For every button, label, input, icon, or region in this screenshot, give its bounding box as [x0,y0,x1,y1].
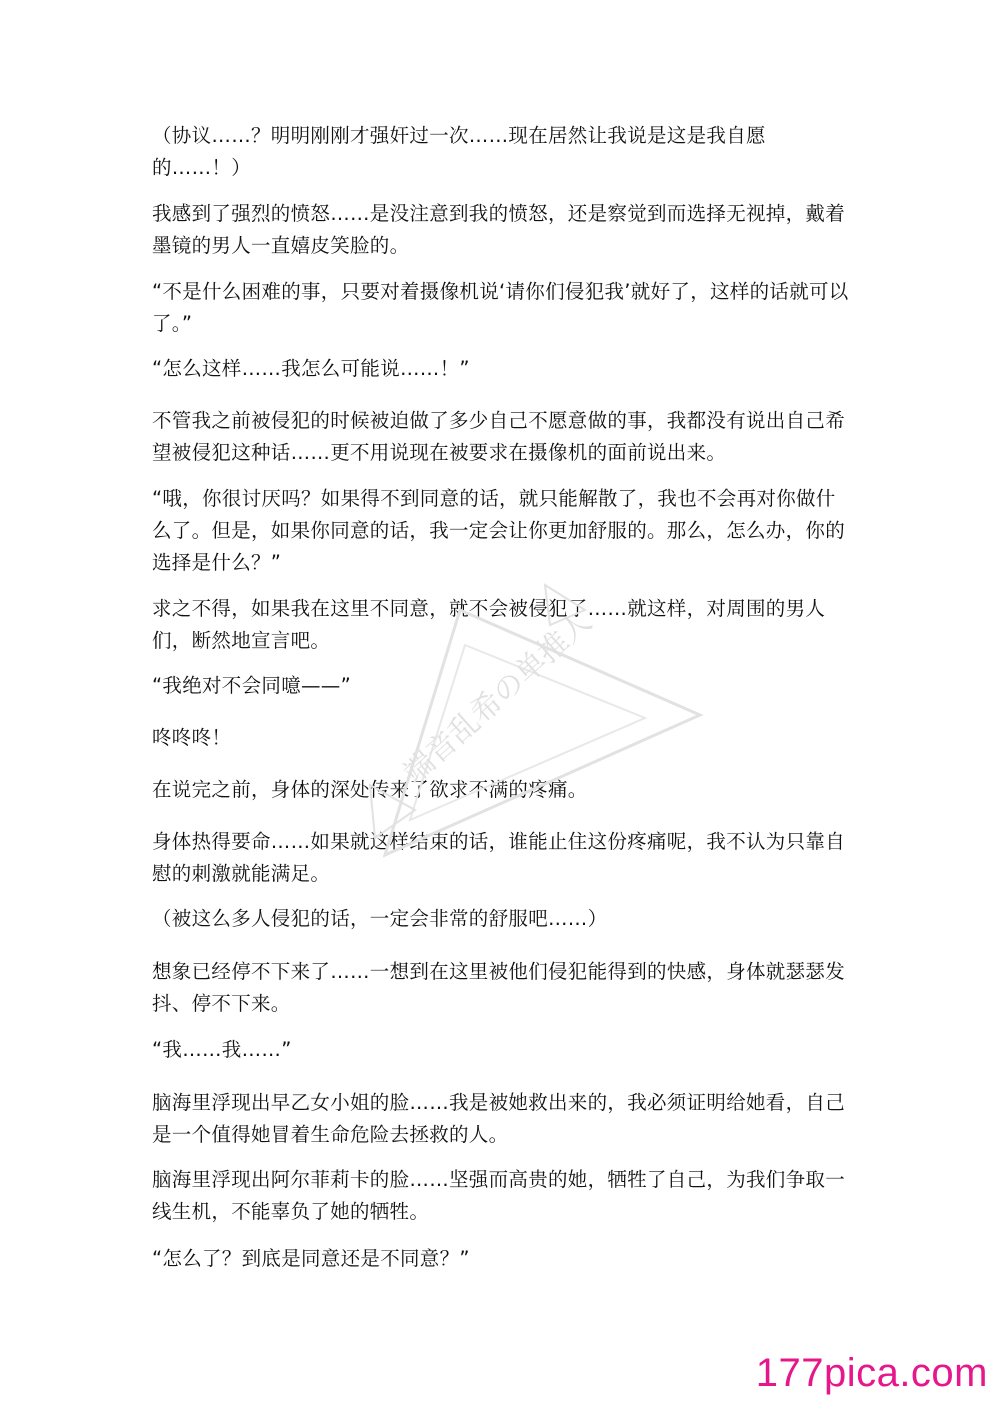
paragraph-17: “怎么了？到底是同意还是不同意？” [152,1247,470,1270]
paragraph-16: 脑海里浮现出阿尔菲莉卡的脸……坚强而高贵的她，牺牲了自己，为我们争取一线生机，不能辜负了她的牺牲。 [152,1168,846,1223]
paragraph-11: 身体热得要命……如果就这样结束的话，谁能止住这份疼痛呢，我不认为只靠自慰的刺激就能满足。 [152,830,846,885]
paragraph-9: 咚咚咚！ [152,726,232,749]
paragraph-8: “我绝对不会同噫——” [152,674,352,697]
watermark-text: 端音乱希の单推人 [396,604,599,791]
paragraph-10: 在说完之前，身体的深处传来了欲求不满的疼痛。 [152,778,588,801]
footer-brand: 177pica.com [755,1351,988,1395]
paragraph-15: 脑海里浮现出早乙女小姐的脸……我是被她救出来的，我必须证明给她看，自己是一个值得她冒着生命危险去拯救的人。 [152,1091,846,1146]
paragraph-3: “不是什么困难的事，只要对着摄像机说‘请你们侵犯我’就好了，这样的话就可以了。” [152,280,849,335]
paragraph-13: 想象已经停不下来了……一想到在这里被他们侵犯能得到的快感，身体就瑟瑟发抖、停不下来。 [152,960,846,1015]
paragraph-4: “怎么这样……我怎么可能说……！” [152,357,470,380]
paragraph-14: “我……我……” [152,1038,292,1061]
paragraph-2: 我感到了强烈的愤怒……是没注意到我的愤怒，还是察觉到而选择无视掉，戴着墨镜的男人一直嬉皮笑脸的。 [152,202,846,257]
paragraph-1: （协议……？明明刚刚才强奸过一次……现在居然让我说是这是我自愿的……！） [152,124,766,179]
paragraph-12: （被这么多人侵犯的话，一定会非常的舒服吧……） [152,907,608,930]
paragraph-6: “哦，你很讨厌吗？如果得不到同意的话，就只能解散了，我也不会再对你做什么了。但是，如果你同意的话，我一定会让你更加舒服的。那么，怎么办，你的选择是什么？” [152,487,846,574]
paragraph-5: 不管我之前被侵犯的时候被迫做了多少自己不愿意做的事，我都没有说出自己希望被侵犯这种话……更不用说现在被要求在摄像机的面前说出来。 [152,409,846,464]
paragraph-7: 求之不得，如果我在这里不同意，就不会被侵犯了……就这样，对周围的男人们，断然地宣言吧。 [152,597,826,652]
